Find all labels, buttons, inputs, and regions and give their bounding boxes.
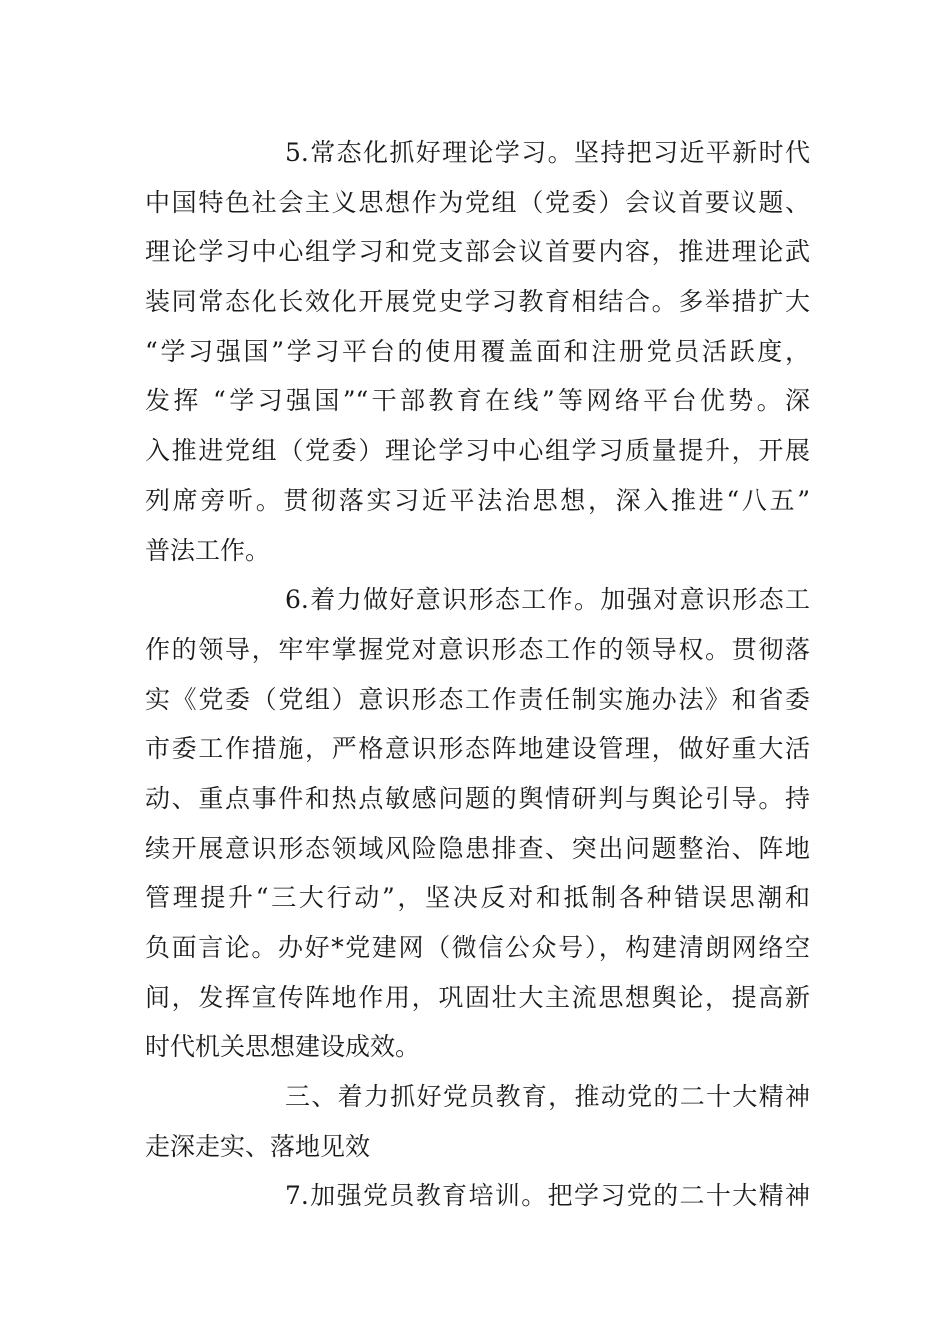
section-3-heading-line-2: 走深走实、落地见效: [145, 1131, 371, 1161]
paragraph-5-line-1: 5.常态化抓好理论学习。坚持把习近平新时代: [285, 138, 810, 167]
paragraph-6-line-3: 实《党委（党组）意识形态工作责任制实施办法》和省委: [145, 684, 810, 714]
paragraph-6-line-10: 时代机关思想建设成效。: [145, 1032, 421, 1062]
paragraph-5-line-7: 入推进党组（党委）理论学习中心组学习质量提升，开展: [145, 436, 810, 466]
paragraph-6-line-1: 6.着力做好意识形态工作。加强对意识形态工: [285, 585, 810, 615]
paragraph-6-line-2: 作的领导，牢牢掌握党对意识形态工作的领导权。贯彻落: [145, 634, 810, 664]
paragraph-6-line-8: 负面言论。办好*党建网（微信公众号），构建清朗网络空: [145, 933, 810, 962]
document-body: [145, 128, 810, 1221]
paragraph-5-line-4: 装同常态化长效化开展党史学习教育相结合。多举措扩大: [145, 287, 810, 317]
paragraph-6-line-6: 续开展意识形态领域风险隐患排查、突出问题整治、阵地: [145, 833, 810, 863]
paragraph-6-line-7: 管理提升“三大行动”，坚决反对和抵制各种错误思潮和: [145, 883, 810, 913]
paragraph-5-line-6: 发挥 “学习强国”“干部教育在线”等网络平台优势。深: [145, 386, 810, 416]
paragraph-7-line-1: 7.加强党员教育培训。把学习党的二十大精神: [285, 1181, 810, 1211]
paragraph-6-line-5: 动、重点事件和热点敏感问题的舆情研判与舆论引导。持: [145, 783, 810, 813]
paragraph-6-line-9: 间，发挥宣传阵地作用，巩固壮大主流思想舆论，提高新: [145, 982, 810, 1012]
paragraph-5-line-3: 理论学习中心组学习和党支部会议首要内容，推进理论武: [145, 237, 810, 267]
section-3-heading-line-1: 三、着力抓好党员教育，推动党的二十大精神: [285, 1082, 810, 1112]
paragraph-5-line-5: “学习强国”学习平台的使用覆盖面和注册党员活跃度，: [145, 336, 810, 366]
paragraph-6-line-4: 市委工作措施，严格意识形态阵地建设管理，做好重大活: [145, 734, 810, 764]
paragraph-5-line-2: 中国特色社会主义思想作为党组（党委）会议首要议题、: [145, 187, 810, 217]
paragraph-5-line-9: 普法工作。: [145, 535, 271, 565]
paragraph-5-line-8: 列席旁听。贯彻落实习近平法治思想，深入推进“八五”: [145, 485, 810, 515]
